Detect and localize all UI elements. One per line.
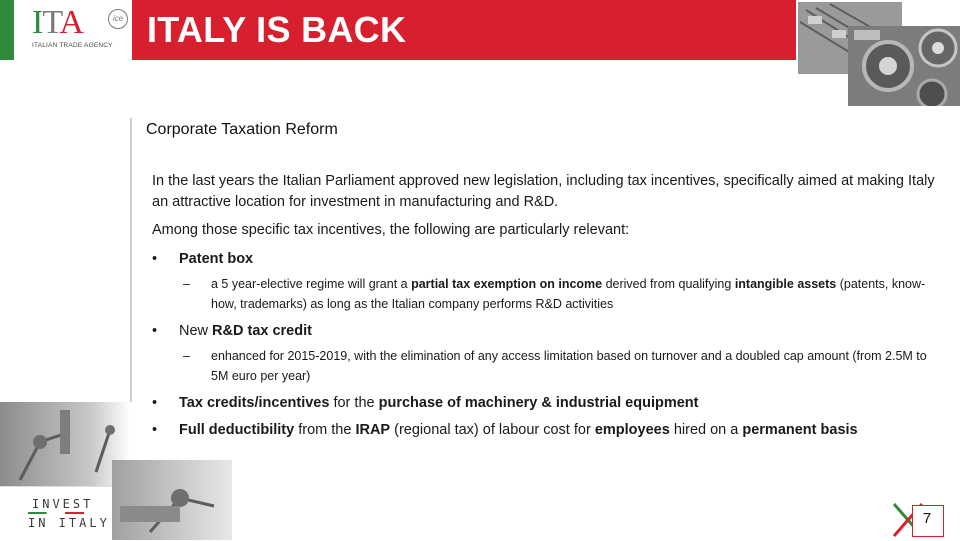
- invest-logo-line1: INVEST: [32, 497, 94, 511]
- intro-lead: Among those specific tax incentives, the following are particularly relevant:: [152, 222, 630, 238]
- ita-logo-wordmark: ITA: [32, 4, 83, 41]
- sub-bullet-marker: –: [183, 349, 190, 363]
- sub-bullet-text: enhanced for 2015-2019, with the elimination of any access limitation based on turnover and a doubled cap amount (from 2.5M to 5M euro per year): [211, 349, 927, 383]
- bullet-label: New R&D tax credit: [179, 323, 312, 339]
- bullet-text: Tax credits/incentives for the purchase of machinery & industrial equipment: [179, 395, 699, 411]
- bullet-marker: •: [152, 422, 158, 438]
- section-title: Corporate Taxation Reform: [146, 121, 338, 138]
- page-title: ITALY IS BACK: [147, 9, 407, 50]
- ita-logo-subtitle: ITALIAN TRADE AGENCY: [32, 42, 113, 49]
- sub-bullet-marker: –: [183, 277, 190, 291]
- tricolor-rule: [28, 512, 84, 514]
- bullet-marker: •: [152, 395, 158, 411]
- brand-green-strip: [0, 0, 14, 60]
- page-number: 7: [922, 510, 932, 527]
- gears-photo: [796, 0, 960, 106]
- bullet-label: Patent box: [179, 251, 254, 267]
- invest-logo-line2: IN ITALY: [28, 516, 110, 530]
- ice-badge-icon: ice: [108, 9, 128, 29]
- bullet-text: Full deductibility from the IRAP (regional tax) of labour cost for employees hired on a permanent basis: [179, 422, 858, 438]
- sub-bullet-text: a 5 year-elective regime will grant a partial tax exemption on income derived from qualifying intangible assets (patents, know-how, trademarks) as long as the Italian company performs R&D activities: [211, 277, 926, 311]
- ita-logo: [14, 0, 132, 60]
- intro-paragraph: In the last years the Italian Parliament approved new legislation, including tax incentives, specifically aimed at making Italy an attractive location for investment in manufacturing and R&D.: [152, 173, 935, 210]
- bullet-marker: •: [152, 251, 158, 267]
- bullet-marker: •: [152, 323, 158, 339]
